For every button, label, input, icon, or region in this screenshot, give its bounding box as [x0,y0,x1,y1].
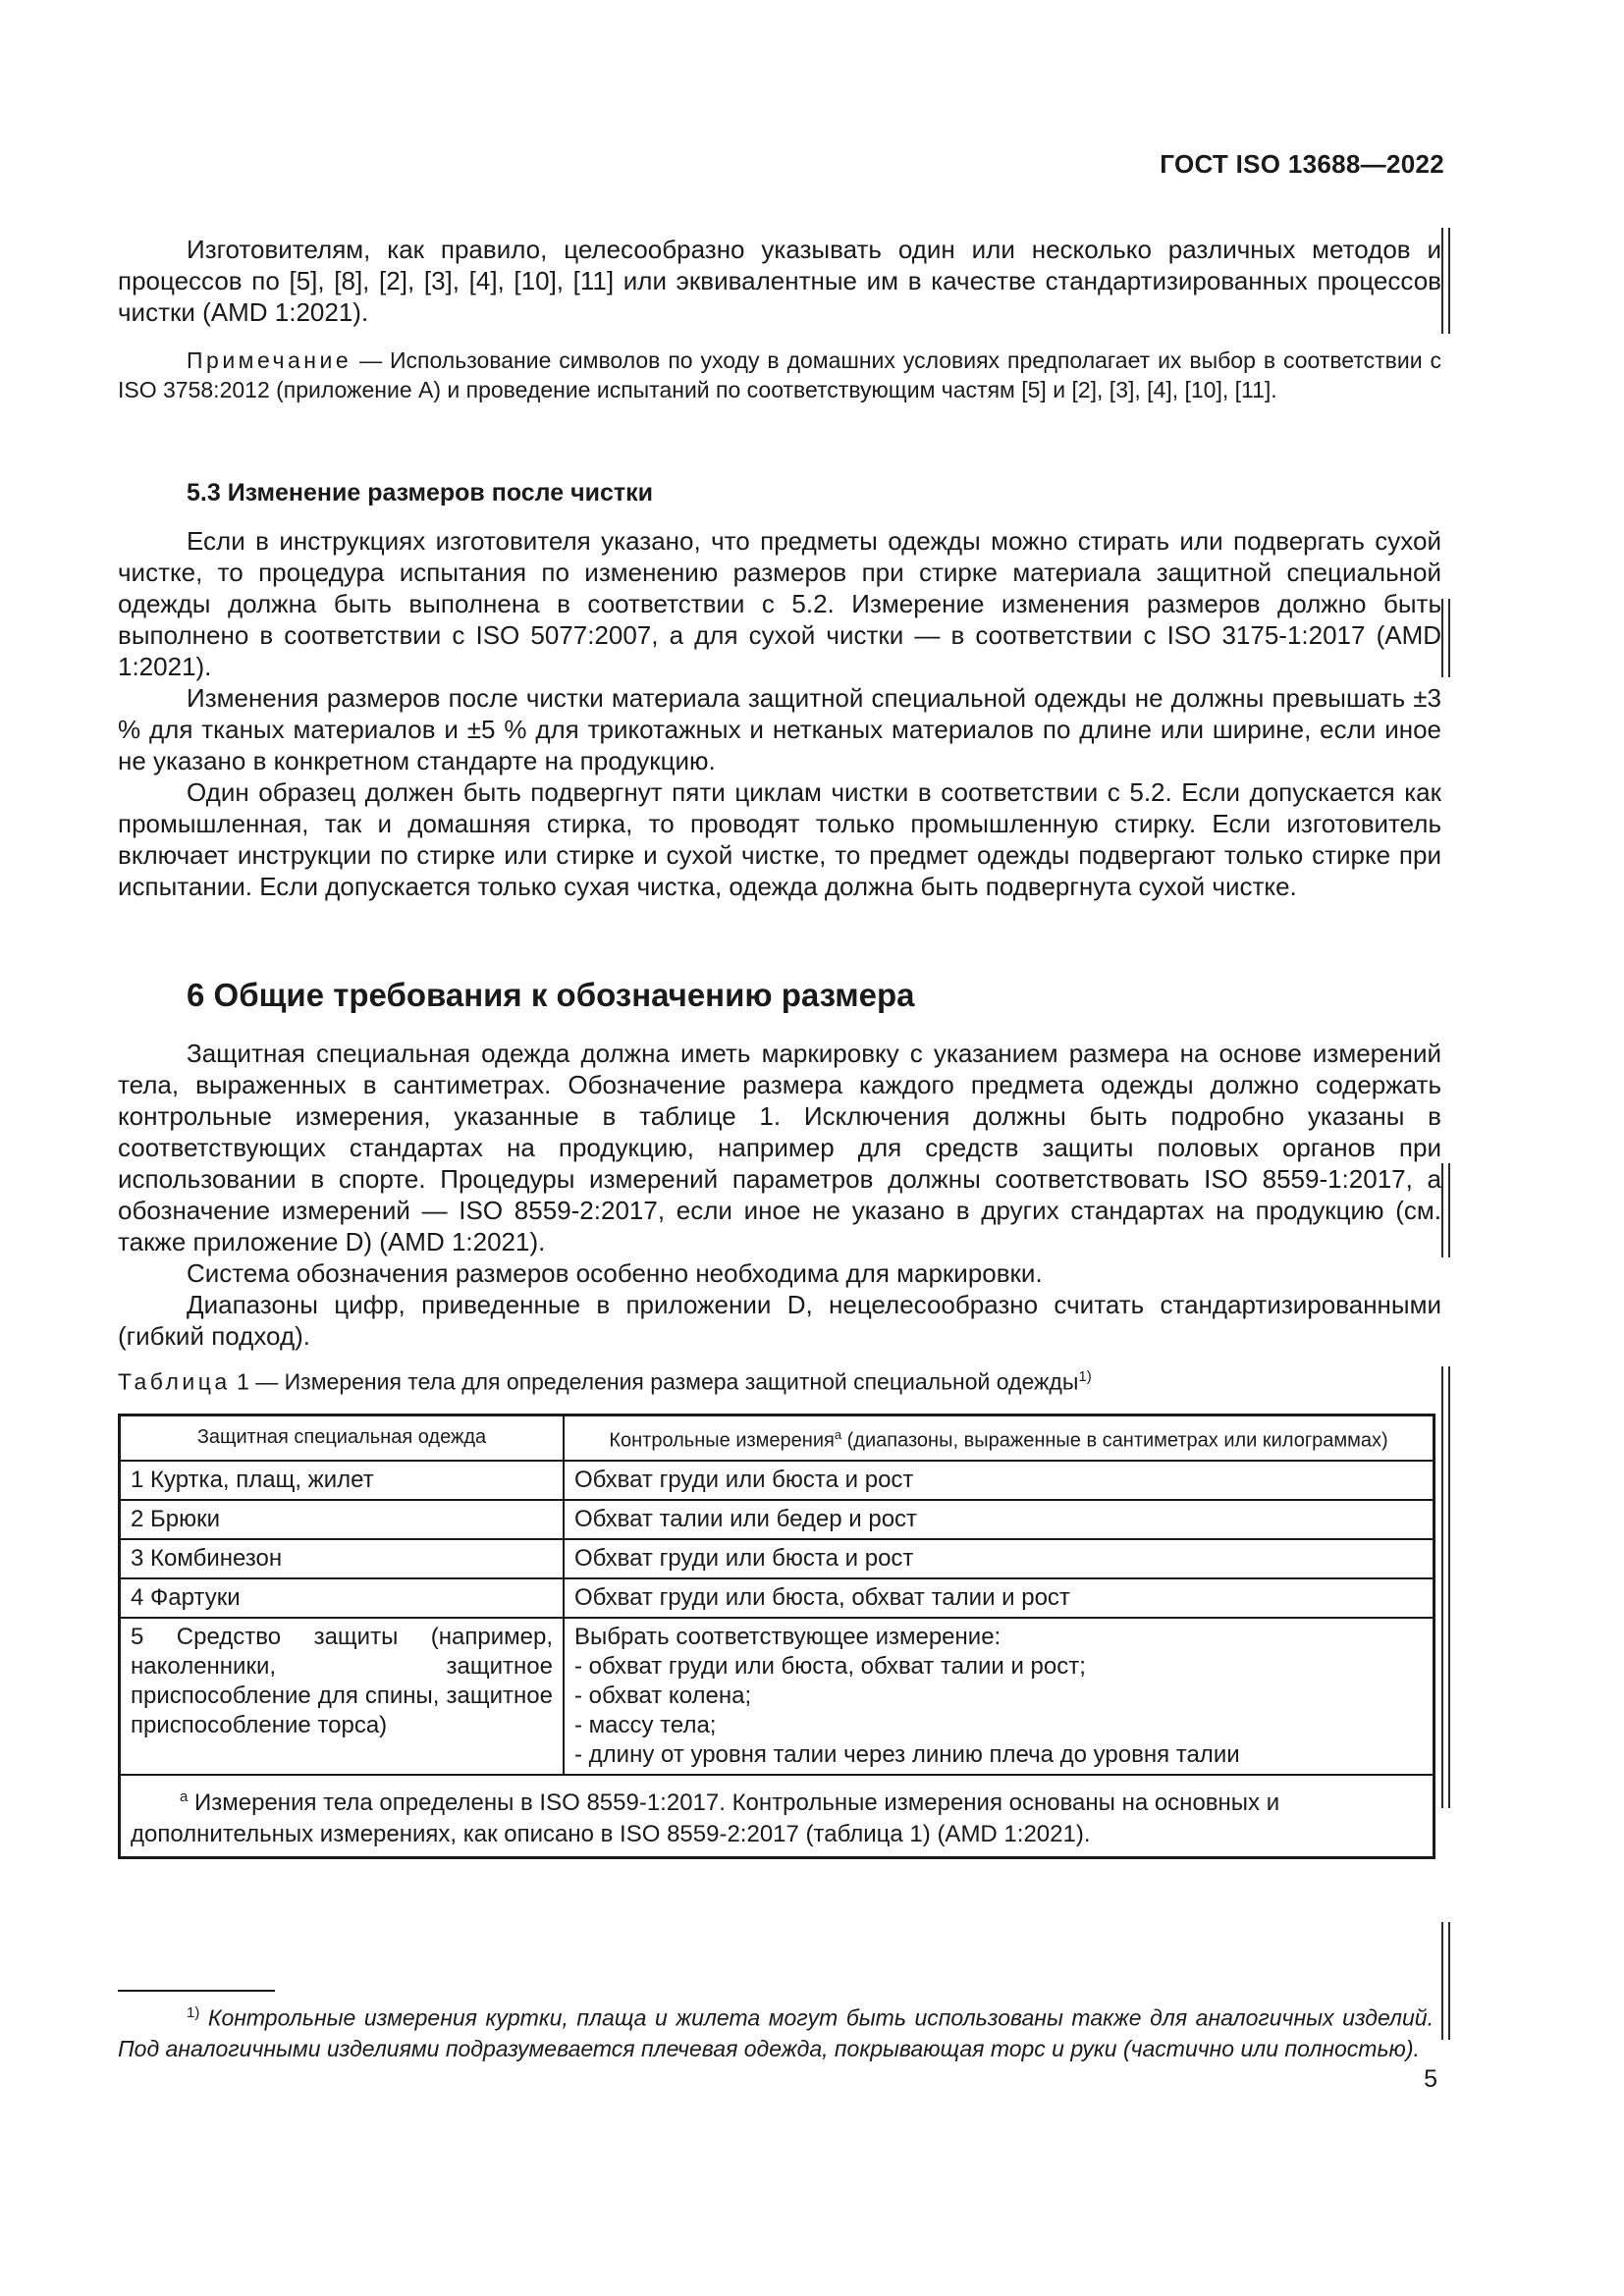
paragraph-sample-cycles: Один образец должен быть подвергнут пяти циклам чистки в соответствии с 5.2. Если допускается как промышленная, так и домашняя стирка, то проводят только промышленную стирку. Если изготовитель включает инструкции по стирке или стирке и сухой чистке, то предмет одежды подвергают только стирке при испытании. Если допускается только сухая чистка, одежда должна быть подвергнута сухой чистке. [118,777,1441,901]
table-footnote-marker: a [180,1788,189,1805]
table-row [120,1578,1435,1618]
paragraph-dimension-limits: Изменения размеров после чистки материала защитной специальной одежды не должны превышать ±3 % для тканых материалов и ±5 % для трикотажных и нетканых материалов по длине или ширине, если иное не указано в конкретном стандарте на продукцию. [118,683,1441,775]
table-caption-text: 1 — Измерения тела для определения размера защитной специальной одежды [230,1368,1079,1395]
measure-line: - длину от уровня талии через линию плеча до уровня талии [574,1740,1240,1768]
paragraph-dimension-change: Если в инструкциях изготовителя указано, что предметы одежды можно стирать или подвергать сухой чистке, то процедура испытания по изменению размеров при стирке материала защитной специальной одежды должна быть выполнена в соответствии с 5.2. Измерение изменения размеров должно быть выполнено в соответствии с ISO 5077:2007, а для сухой чистки — в соответствии с ISO 3175-1:2017 (AMD 1:2021). [118,526,1441,681]
table-caption-footnote-ref: 1) [1078,1368,1092,1385]
table-row [120,1618,1435,1775]
document-header: ГОСТ ISO 13688—2022 [1160,149,1444,179]
measure-cell: Обхват груди или бюста, обхват талии и рост [564,1578,1435,1618]
header-measurements-label: Контрольные измерения [609,1429,835,1452]
change-bar [1441,228,1450,334]
footnote-marker: 1) [187,2004,200,2021]
note-label: Примечание [187,347,352,373]
garment-cell: 1 Куртка, плащ, жилет [120,1461,565,1500]
garment-cell: 2 Брюки [120,1500,565,1539]
measure-line: - обхват груди или бюста, обхват талии и рост; [574,1652,1086,1680]
change-bar [1441,1922,1450,2040]
paragraph-cleaning-methods: Изготовителям, как правило, целесообразно указывать один или несколько различных методов и процессов по [5], [8], [2], [3], [4], [10], [11] или эквивалентные им в качестве стандартизированных процессов чистки (AMD 1:2021). [118,235,1441,327]
section-heading-6: 6 Общие требования к обозначению размера [187,977,915,1013]
table-row [120,1461,1435,1500]
page-number: 5 [1424,2065,1437,2093]
measure-cell [564,1618,1435,1775]
paragraph-digit-ranges: Диапазоны цифр, приведенные в приложении D, нецелесообразно считать стандартизированными (гибкий подход). [118,1290,1441,1351]
table-row [120,1500,1435,1539]
note-paragraph [118,346,1441,404]
paragraph-size-marking: Защитная специальная одежда должна иметь маркировку с указанием размера на основе измерений тела, выраженных в сантиметрах. Обозначение размера каждого предмета одежды должно содержать контрольные измерения, указанные в таблице 1. Исключения должны быть подробно указаны в соответствующих стандартах на продукцию, например для средств защиты половых органов при использовании в спорте. Процедуры измерений параметров должны соответствовать ISO 8559-1:2017, а обозначение измерений — ISO 8559-2:2017, если иное не указано в других стандартах на продукцию (см. также приложение D) (AMD 1:2021). [118,1039,1441,1256]
table-header-row [120,1415,1435,1461]
table-footnote [120,1775,1435,1858]
page-footnote [118,1998,1434,2064]
change-bar [1441,1163,1450,1257]
change-bar [1441,1366,1450,1808]
measure-cell: Обхват талии или бедер и рост [564,1500,1435,1539]
garment-cell: 5 Средство защиты (например, наколенники, защитное приспособление для спины, защитное приспособление торса) [120,1618,565,1775]
measure-line: Выбрать соответствующее измерение: [574,1623,1001,1650]
header-measurements-units: (диапазоны, выраженные в сантиметрах или килограммах) [841,1429,1388,1452]
table-caption-label: Таблица [118,1368,231,1395]
measure-cell: Обхват груди или бюста и рост [564,1539,1435,1578]
table-header-garment: Защитная специальная одежда [120,1415,565,1461]
table-caption [118,1368,1092,1396]
table-header-measurements [564,1415,1435,1461]
measure-line: - массу тела; [574,1711,717,1738]
paragraph-size-system: Система обозначения размеров особенно необходима для маркировки. [187,1258,1043,1288]
measure-cell: Обхват груди или бюста и рост [564,1461,1435,1500]
garment-cell: 3 Комбинезон [120,1539,565,1578]
section-heading-5-3: 5.3 Изменение размеров после чистки [187,479,653,507]
header-footnote-ref: a [834,1427,842,1442]
table-footnote-row [120,1775,1435,1858]
measure-line: - обхват колена; [574,1682,752,1709]
table-row [120,1539,1435,1578]
garment-cell: 4 Фартуки [120,1578,565,1618]
change-bar [1441,599,1450,677]
note-text: — Использование символов по уходу в домашних условиях предполагает их выбор в соответствии с ISO 3758:2012 (приложение А) и проведение испытаний по соответствующим частям [5] и [2], [3], [4], [10], [11]. [118,347,1441,402]
footnote-separator [118,1990,275,1992]
table-footnote-text: Измерения тела определены в ISO 8559-1:2017. Контрольные измерения основаны на основных и дополнительных измерениях, как описано в ISO 8559-2:2017 (таблица 1) (AMD 1:2021). [131,1789,1280,1847]
footnote-text: Контрольные измерения куртки, плаща и жилета могут быть использованы также для аналогичных изделий. Под аналогичными изделиями подразумевается плечевая одежда, покрывающая торс и руки (частично или полностью). [118,2004,1434,2061]
measurements-table [118,1414,1435,1859]
